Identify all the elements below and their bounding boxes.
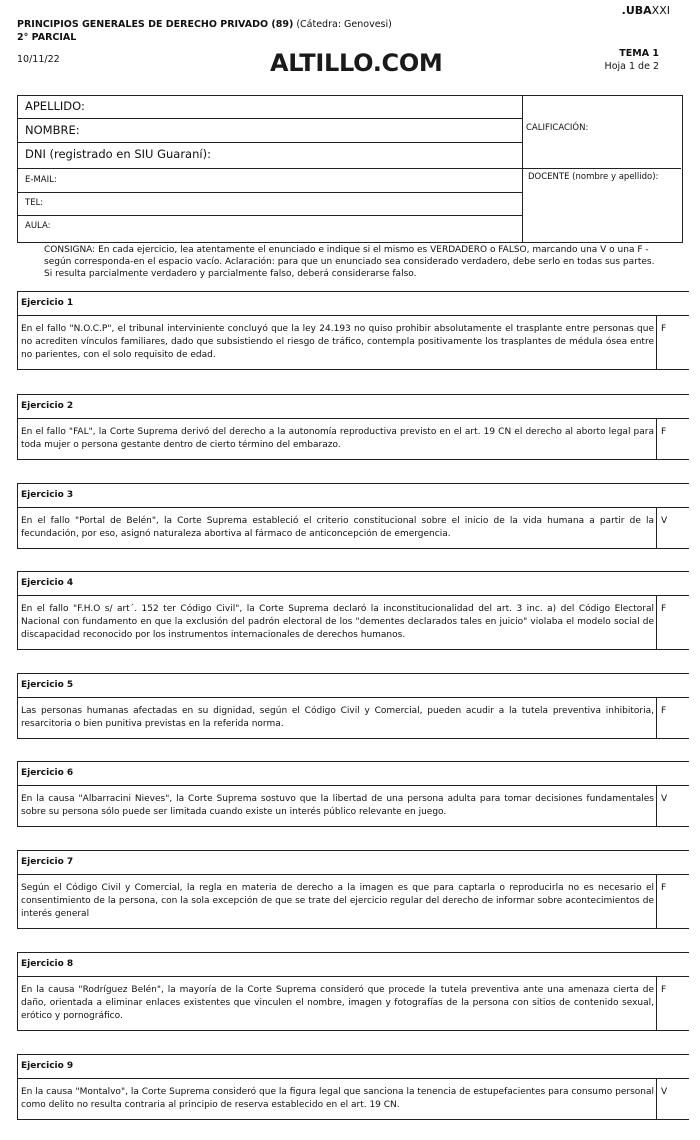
exercise-9 bbox=[17, 1054, 689, 1120]
answer-box[interactable]: F bbox=[656, 596, 690, 649]
altillo-logo: ALTILLO.COM bbox=[270, 49, 443, 77]
exercise-title: Ejercicio 6 bbox=[18, 762, 689, 786]
exercise-title: Ejercicio 2 bbox=[18, 395, 689, 419]
answer-box[interactable]: F bbox=[656, 977, 690, 1030]
exercise-8 bbox=[17, 952, 689, 1031]
exercise-2 bbox=[17, 394, 689, 460]
exam-date: 10/11/22 bbox=[17, 54, 60, 65]
exercise-statement: En la causa "Rodríguez Belén", la mayoría de la Corte Suprema consideró que procede la tutela preventiva ante una amenaza cierta de daño, orientada a eliminar enlaces existentes que vinculen el nombre, imagen y fotografías de la persona con sitios de contenido sexual, erótico y pornográfico. bbox=[21, 985, 654, 1021]
exercise-statement: Las personas humanas afectadas en su dignidad, según el Código Civil y Comercial, pueden acudir a la tutela preventiva inhibitoria, resarcitoria o bien punitiva previstas en la referida norma. bbox=[21, 706, 654, 729]
email-field[interactable]: E-MAIL: bbox=[18, 169, 523, 193]
tel-field[interactable]: TEL: bbox=[18, 193, 523, 216]
exercise-statement: En el fallo "Portal de Belén", la Corte Suprema estableció el criterio constitucional sobre el inicio de la vida humana a partir de la fecundación, por eso, asignó naturaleza abortiva al fármaco de anticoncepción de emergencia. bbox=[21, 516, 654, 539]
exercise-statement: En el fallo "FAL", la Corte Suprema derivó del derecho a la autonomía reproductiva previsto en el art. 19 CN el derecho al aborto legal para toda mujer o persona gestante dentro de cierto término del embarazo. bbox=[21, 427, 654, 450]
page-indicator: Hoja 1 de 2 bbox=[604, 61, 659, 72]
exercise-title: Ejercicio 7 bbox=[18, 851, 689, 875]
uba-xxi-logo: .UBAXXI bbox=[621, 4, 670, 17]
exercise-4 bbox=[17, 571, 689, 650]
answer-box[interactable]: V bbox=[656, 508, 690, 548]
exercise-statement: En la causa "Albarracini Nieves", la Corte Suprema sostuvo que la libertad de una persona adulta para tomar decisiones fundamentales sobre su persona sólo puede ser limitada cuando existe un interés público relevante en juego. bbox=[21, 794, 654, 817]
student-fields bbox=[18, 96, 523, 242]
parcial-label: 2° PARCIAL bbox=[17, 32, 77, 43]
answer-box[interactable]: V bbox=[656, 786, 690, 826]
docente-field[interactable]: DOCENTE (nombre y apellido): bbox=[528, 172, 659, 182]
apellido-field[interactable]: APELLIDO: bbox=[18, 96, 523, 119]
tema-label: TEMA 1 bbox=[619, 48, 659, 59]
exercise-title: Ejercicio 9 bbox=[18, 1055, 689, 1079]
exercise-1 bbox=[17, 291, 689, 370]
answer-box[interactable]: V bbox=[656, 1079, 690, 1119]
student-id-form bbox=[17, 95, 683, 243]
exercise-statement: Según el Código Civil y Comercial, la regla en materia de derecho a la imagen es que para captarla o reproducirla no es necesario el consentimiento de la persona, con la sola excepción de que se trate del ejercicio regular del derecho de informar sobre acontecimientos de interés general bbox=[21, 883, 654, 919]
exercise-5 bbox=[17, 673, 689, 739]
tema-block bbox=[605, 47, 659, 73]
exercise-7 bbox=[17, 850, 689, 929]
exercise-statement: En el fallo "F.H.O s/ art´. 152 ter Código Civil", la Corte Suprema declaró la inconstitucionalidad del art. 3 inc. a) del Código Electoral Nacional con fundamento en que la exclusión del padrón electoral de los "dementes declarados tales en juicio" violaba el modelo social de discapacidad reconocido por los instrumentos internacionales de derechos humanos. bbox=[21, 604, 654, 640]
answer-box[interactable]: F bbox=[656, 316, 690, 369]
answer-box[interactable]: F bbox=[656, 419, 690, 459]
answer-box[interactable]: F bbox=[656, 875, 690, 928]
aula-field[interactable]: AULA: bbox=[25, 221, 51, 231]
exercise-title: Ejercicio 8 bbox=[18, 953, 689, 977]
exercise-statement: En el fallo "N.O.C.P", el tribunal interviniente concluyó que la ley 24.193 no quiso prohibir absolutamente el trasplante entre personas que no acrediten vínculos familiares, dado que subsistiendo el riesgo de tráfico, contempla positivamente los trasplantes de médula ósea entre no parientes, con el solo requisito de edad. bbox=[21, 324, 654, 360]
exercise-title: Ejercicio 4 bbox=[18, 572, 689, 596]
exercise-title: Ejercicio 3 bbox=[18, 484, 689, 508]
exercise-6 bbox=[17, 761, 689, 827]
catedra-label: (Cátedra: Genovesi) bbox=[296, 19, 392, 30]
answer-box[interactable]: F bbox=[656, 698, 690, 738]
exercise-title: Ejercicio 5 bbox=[18, 674, 689, 698]
exercise-title: Ejercicio 1 bbox=[18, 292, 689, 316]
dni-field[interactable]: DNI (registrado en SIU Guaraní): bbox=[18, 143, 523, 169]
consigna-instructions: CONSIGNA: En cada ejercicio, lea atentamente el enunciado e indique si el mismo es VERDADERO o FALSO, marcando una V o una F -según corresponda-en el espacio vacío. Aclaración: para que un enunciado sea considerado verdadero, debe serlo en todas sus partes. Si resulta parcialmente verdadero y parcialmente falso, deberá considerarse falso. bbox=[44, 245, 655, 279]
exercise-3 bbox=[17, 483, 689, 549]
nombre-field[interactable]: NOMBRE: bbox=[18, 119, 523, 143]
course-title: PRINCIPIOS GENERALES DE DERECHO PRIVADO (89) bbox=[17, 19, 294, 30]
exercise-statement: En la causa "Montalvo", la Corte Suprema consideró que la figura legal que sanciona la tenencia de estupefacientes para consumo personal como delito no resulta contraria al principio de reserva establecido en el art. 19 CN. bbox=[21, 1087, 654, 1110]
calificacion-field[interactable]: CALIFICACIÓN: bbox=[523, 96, 681, 169]
